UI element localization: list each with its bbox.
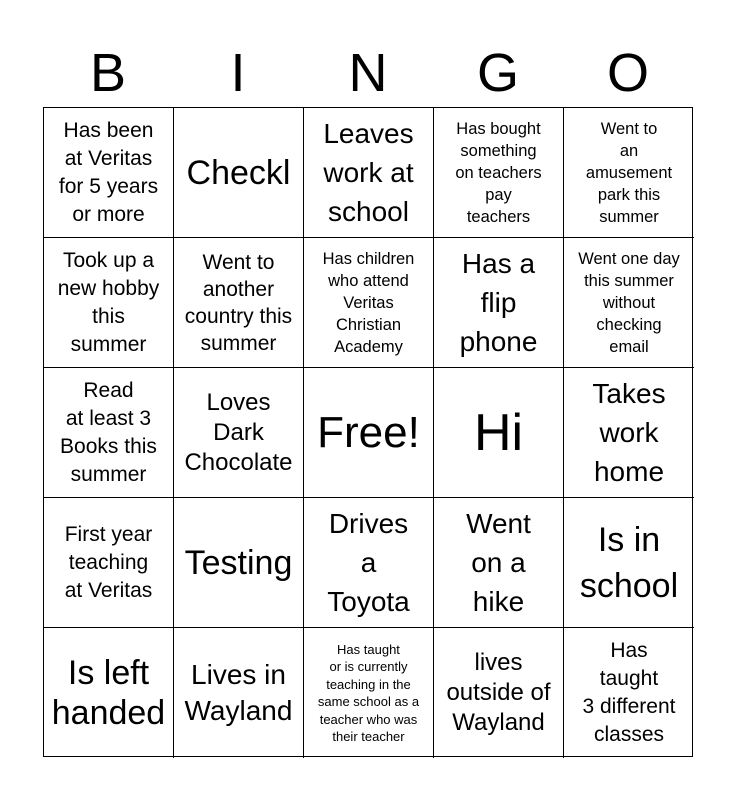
bingo-cell-r2c3[interactable] (304, 238, 434, 368)
bingo-cell-r1c1[interactable] (44, 108, 174, 238)
bingo-cell-free[interactable] (304, 368, 434, 498)
bingo-cell-r2c5[interactable] (564, 238, 694, 368)
cell-text: Has taught 3 different classes (582, 639, 676, 746)
cell-text: lives outside of Wayland (446, 649, 551, 736)
cell-text: Went to an amusement park this summer (585, 119, 673, 226)
cell-text: Takes work home (592, 378, 666, 487)
bingo-cell-r2c2[interactable] (174, 238, 304, 368)
bingo-cell-r5c2[interactable] (174, 628, 304, 758)
bingo-cell-r1c4[interactable] (434, 108, 564, 238)
cell-text: Has children who attend Veritas Christian Academy (322, 249, 415, 356)
cell-text: Read at least 3 Books this summer (60, 378, 157, 486)
bingo-cell-r1c5[interactable] (564, 108, 694, 238)
cell-text: Is in school (579, 520, 679, 605)
bingo-cell-r3c4[interactable] (434, 368, 564, 498)
cell-text: Has taught or is currently teaching in the same school as a teacher who was their teacher (317, 641, 420, 744)
cell-text: Is left handed (51, 654, 166, 732)
cell-text: Hi (473, 403, 524, 462)
bingo-cell-r4c5[interactable] (564, 498, 694, 628)
cell-text: First year teaching at Veritas (64, 522, 153, 602)
cell-text: Went on a hike (466, 508, 531, 617)
cell-text: Drives a Toyota (327, 508, 410, 617)
header-letter-b: B (89, 43, 127, 103)
cell-text: Has a flip phone (459, 248, 538, 357)
cell-text: Testing (184, 543, 293, 582)
cell-text: Went to another country this summer (184, 250, 293, 355)
cell-text: Went one day this summer without checking email (578, 249, 680, 356)
header-letter-i: I (230, 43, 246, 103)
cell-text: Has been at Veritas for 5 years or more (58, 118, 159, 226)
bingo-header (43, 40, 693, 106)
cell-text: Loves Dark Chocolate (184, 388, 293, 476)
bingo-cell-r5c3[interactable] (304, 628, 434, 758)
bingo-cell-r2c1[interactable] (44, 238, 174, 368)
bingo-cell-r5c5[interactable] (564, 628, 694, 758)
header-letter-o: O (606, 43, 649, 103)
bingo-cell-r4c2[interactable] (174, 498, 304, 628)
cell-text: Free! (317, 407, 420, 457)
bingo-cell-r3c2[interactable] (174, 368, 304, 498)
header-letter-g: G (476, 43, 519, 103)
cell-text: Has bought something on teachers pay teachers (455, 119, 542, 226)
bingo-cell-r1c3[interactable] (304, 108, 434, 238)
header-letter-n: N (348, 43, 388, 103)
bingo-card-grid (43, 107, 693, 757)
cell-text: Took up a new hobby this summer (57, 248, 160, 356)
bingo-cell-r4c1[interactable] (44, 498, 174, 628)
bingo-cell-r4c3[interactable] (304, 498, 434, 628)
cell-text: Lives in Wayland (184, 659, 293, 726)
cell-text: Checkl (186, 153, 291, 192)
bingo-cell-r5c1[interactable] (44, 628, 174, 758)
bingo-cell-r3c1[interactable] (44, 368, 174, 498)
bingo-cell-r2c4[interactable] (434, 238, 564, 368)
bingo-cell-r1c2[interactable] (174, 108, 304, 238)
cell-text: Leaves work at school (323, 118, 414, 227)
bingo-cell-r3c5[interactable] (564, 368, 694, 498)
bingo-cell-r4c4[interactable] (434, 498, 564, 628)
bingo-cell-r5c4[interactable] (434, 628, 564, 758)
